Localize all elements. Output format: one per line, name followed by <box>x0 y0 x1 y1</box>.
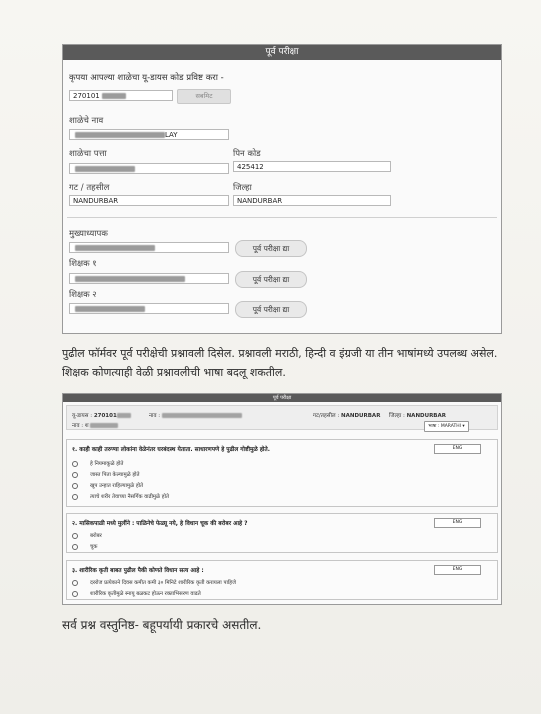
eng-toggle-button[interactable]: ENG <box>434 518 481 528</box>
radio-icon[interactable] <box>72 483 78 489</box>
language-select[interactable]: भाषा : MARATHI ▾ <box>424 421 469 432</box>
question-card <box>66 560 498 600</box>
question-text: १. काही काही तरुण्या लोकांना वेळेनंतर घरबंदस्थ येताता. साधारणपणे हे पुढील गोष्टीमुळे होते. <box>72 447 270 453</box>
school-name-input[interactable]: LAY <box>69 129 229 140</box>
name-info: नाव : <box>149 411 242 419</box>
teacher1-pretest-button[interactable]: पूर्व परीक्षा द्या <box>235 271 307 288</box>
district-input[interactable]: NANDURBAR <box>233 195 391 206</box>
questionnaire-screenshot <box>62 393 502 605</box>
closing-paragraph: सर्व प्रश्न वस्तुनिष्ठ- बहूपर्यायी प्रकारचे असतील. <box>62 618 262 632</box>
teacher1-label: शिक्षक १ <box>69 259 97 269</box>
radio-icon[interactable] <box>72 533 78 539</box>
submit-button[interactable]: सबमिट <box>177 89 231 104</box>
option-item[interactable]: शारीरिक कृतीमुळे स्नायू बळकट होऊन रक्ताभिसरण वाढते <box>72 589 201 597</box>
eng-toggle-button[interactable]: ENG <box>434 565 481 575</box>
redaction-blur <box>75 132 165 138</box>
question-text: ३. शारीरिक कृती बाबत पुढील पैकी कोणते विधान सत्य आहे : <box>72 568 204 574</box>
option-item[interactable]: खूप उन्हात राहिल्यामुळे होते <box>72 481 143 489</box>
teacher2-input[interactable] <box>69 303 229 314</box>
name2-info: नाव : श <box>72 421 118 429</box>
question-card <box>66 439 498 507</box>
school-name-label: शाळेचे नाव <box>69 116 104 126</box>
teacher1-input[interactable] <box>69 273 229 284</box>
school-code-prompt: कृपया आपल्या शाळेचा यू-डायस कोड प्रविष्ट करा - <box>69 73 224 83</box>
chevron-down-icon: ▾ <box>462 424 465 429</box>
udise-info: यू-डायस : 270101 <box>72 411 131 419</box>
headmaster-label: मुख्याध्यापक <box>69 229 108 239</box>
block-label: गट / तहसील <box>69 183 110 193</box>
redaction-blur <box>102 93 126 99</box>
redaction-blur <box>75 306 145 312</box>
district-info: जिल्हा : NANDURBAR <box>389 413 446 419</box>
option-item[interactable]: बरोबर <box>72 531 102 539</box>
radio-icon[interactable] <box>72 591 78 597</box>
redaction-blur <box>75 245 155 251</box>
option-item[interactable]: त्याचे शरीर तेवाच्या नैसर्गिक वाढीमुळे होते <box>72 492 169 500</box>
redaction-blur <box>117 413 131 418</box>
headmaster-pretest-button[interactable]: पूर्व परीक्षा द्या <box>235 240 307 257</box>
radio-icon[interactable] <box>72 580 78 586</box>
pin-code-label: पिन कोड <box>233 149 261 159</box>
section-divider <box>67 217 497 218</box>
school-code-input[interactable]: 270101 <box>69 90 173 101</box>
questionnaire-title: पूर्व परीक्षा <box>63 394 501 402</box>
radio-icon[interactable] <box>72 461 78 467</box>
school-address-input[interactable] <box>69 163 229 174</box>
radio-icon[interactable] <box>72 472 78 478</box>
block-info: गट/तहसील : NANDURBAR <box>313 413 381 419</box>
question-card <box>66 513 498 553</box>
option-item[interactable]: दररोज प्रत्येकाने दिवस कमीत कमी ३० मिनिटे शारीरिक कृती करायला पाहिजे <box>72 578 236 586</box>
option-item[interactable]: चूक <box>72 542 97 550</box>
school-address-label: शाळेचा पत्ता <box>69 149 107 159</box>
redaction-blur <box>75 166 135 172</box>
eng-toggle-button[interactable]: ENG <box>434 444 481 454</box>
pin-code-input[interactable]: 425412 <box>233 161 391 172</box>
question-text: २. मासिकपाळी मध्ये मुलींने : पाळिनेचे फेळ्यू नये, हे विधान चूक की बरोबर आहे ? <box>72 521 248 527</box>
teacher2-label: शिक्षक २ <box>69 290 97 300</box>
instruction-paragraph: पुढील फॉर्मवर पूर्व परीक्षेची प्रश्नावली दिसेल. प्रश्नावली मराठी, हिन्दी व इंग्रजी या तीन भाषांमध्ये उपलब्ध असेल. शिक्षक कोणत्याही वेळी प्रश्नावलीची भाषा बदलू शकतील. <box>62 347 498 379</box>
headmaster-input[interactable] <box>69 242 229 253</box>
redaction-blur <box>90 423 118 428</box>
option-item[interactable]: जास्त पिता केल्यामुळे होते <box>72 470 140 478</box>
option-item[interactable]: हे नियमाकूळे होते <box>72 459 123 467</box>
teacher2-pretest-button[interactable]: पूर्व परीक्षा द्या <box>235 301 307 318</box>
pretest-form-screenshot <box>62 44 502 334</box>
radio-icon[interactable] <box>72 494 78 500</box>
district-label: जिल्हा <box>233 183 252 193</box>
form-title: पूर्व परीक्षा <box>63 45 501 60</box>
redaction-blur <box>162 413 242 418</box>
redaction-blur <box>75 276 185 282</box>
block-input[interactable]: NANDURBAR <box>69 195 229 206</box>
radio-icon[interactable] <box>72 544 78 550</box>
